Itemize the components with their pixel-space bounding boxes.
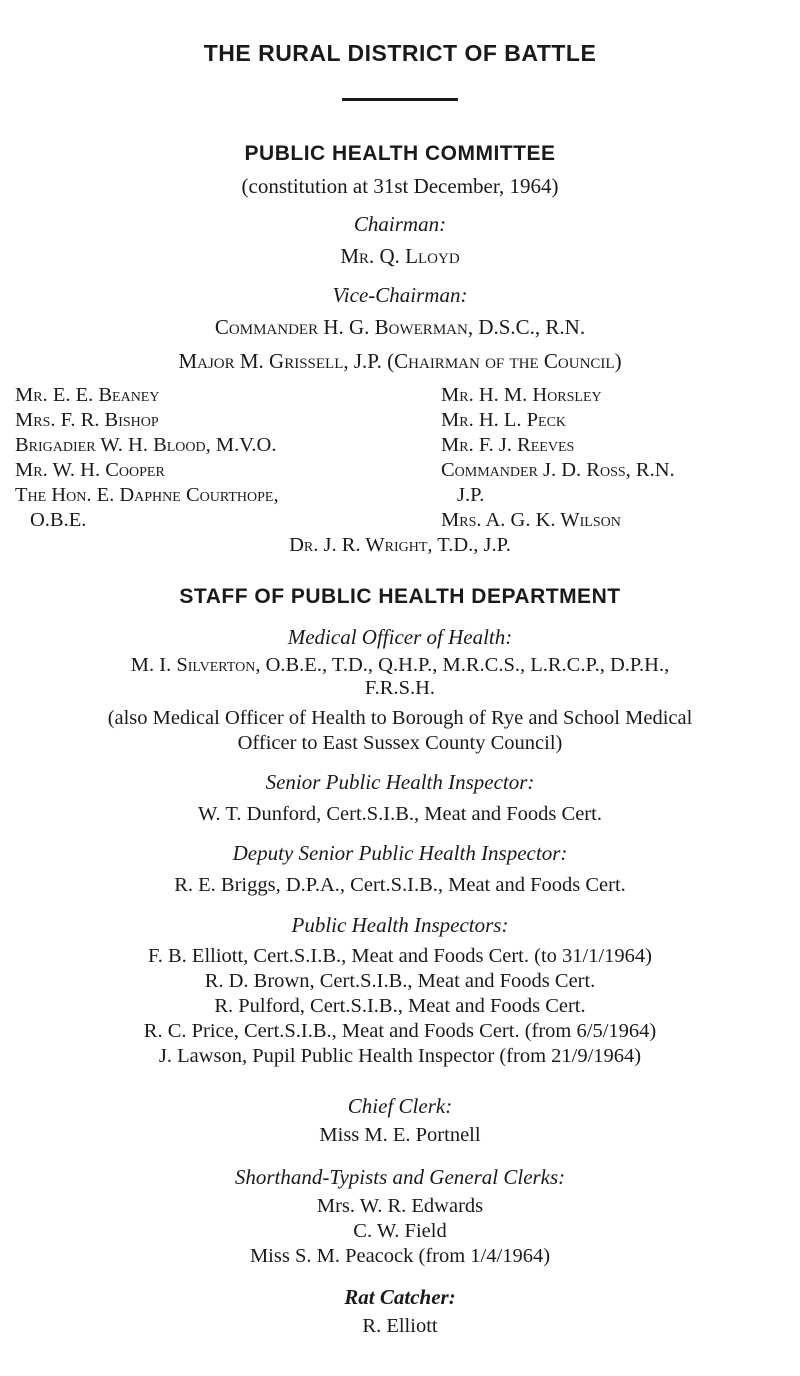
chairman-label: Chairman: — [353, 212, 447, 236]
member-left-2: Mrs. F. R. Bishop — [15, 409, 159, 431]
moh-note-line2: Officer to East Sussex County Council) — [237, 732, 563, 754]
member-right-4: Commander J. D. Ross, R.N. — [441, 459, 675, 481]
dsphi-name: R. E. Briggs, D.P.A., Cert.S.I.B., Meat and Foods Cert. — [174, 874, 626, 896]
member-left-1: Mr. E. E. Beaney — [15, 384, 160, 406]
moh-note-line1: (also Medical Officer of Health to Borough of Rye and School Medical — [107, 707, 693, 729]
member-left-5: The Hon. E. Daphne Courthope, — [15, 484, 279, 506]
moh-name-line1: M. I. Silverton, O.B.E., T.D., Q.H.P., M.R.C.S., L.R.C.P., D.P.H., — [130, 654, 670, 676]
dsphi-label: Deputy Senior Public Health Inspector: — [232, 841, 568, 865]
title-rule — [342, 98, 458, 101]
committee-constitution: (constitution at 31st December, 1964) — [241, 174, 559, 198]
sphi-name: W. T. Dunford, Cert.S.I.B., Meat and Foods Cert. — [198, 803, 602, 825]
member-left-4: Mr. W. H. Cooper — [15, 459, 165, 481]
phi-label: Public Health Inspectors: — [291, 913, 509, 937]
moh-name-line2: F.R.S.H. — [364, 677, 436, 699]
phi-3: R. Pulford, Cert.S.I.B., Meat and Foods Cert. — [214, 995, 586, 1017]
member-last: Dr. J. R. Wright, T.D., J.P. — [289, 534, 511, 556]
chairman-name: Mr. Q. Lloyd — [340, 244, 460, 268]
typist-1: Mrs. W. R. Edwards — [316, 1195, 484, 1217]
rat-catcher-name: R. Elliott — [362, 1315, 438, 1337]
chief-clerk-label: Chief Clerk: — [347, 1094, 453, 1118]
phi-4: R. C. Price, Cert.S.I.B., Meat and Foods Cert. (from 6/5/1964) — [143, 1020, 657, 1042]
member-right-5: J.P. — [457, 484, 485, 506]
member-right-6: Mrs. A. G. K. Wilson — [441, 509, 621, 531]
phi-1: F. B. Elliott, Cert.S.I.B., Meat and Foods Cert. (to 31/1/1964) — [147, 945, 652, 967]
typist-2: C. W. Field — [353, 1220, 447, 1242]
vice-chairman-name: Commander H. G. Bowerman, D.S.C., R.N. — [214, 315, 586, 339]
member-right-3: Mr. F. J. Reeves — [441, 434, 575, 456]
member-left-6: O.B.E. — [30, 509, 87, 531]
typist-3: Miss S. M. Peacock (from 1/4/1964) — [249, 1245, 551, 1267]
staff-heading: STAFF OF PUBLIC HEALTH DEPARTMENT — [179, 585, 621, 608]
typists-label: Shorthand-Typists and General Clerks: — [234, 1165, 566, 1189]
phi-5: J. Lawson, Pupil Public Health Inspector (from 21/9/1964) — [158, 1045, 642, 1067]
chief-clerk-name: Miss M. E. Portnell — [319, 1124, 481, 1146]
sphi-label: Senior Public Health Inspector: — [265, 770, 535, 794]
phi-2: R. D. Brown, Cert.S.I.B., Meat and Foods Cert. — [204, 970, 596, 992]
district-title: THE RURAL DISTRICT OF BATTLE — [203, 40, 597, 66]
member-right-1: Mr. H. M. Horsley — [441, 384, 602, 406]
vice-chairman-label: Vice-Chairman: — [332, 283, 468, 307]
committee-heading: PUBLIC HEALTH COMMITTEE — [244, 142, 556, 165]
member-left-3: Brigadier W. H. Blood, M.V.O. — [15, 434, 277, 456]
moh-label: Medical Officer of Health: — [287, 625, 513, 649]
ex-officio-member: Major M. Grissell, J.P. (Chairman of the Council) — [178, 349, 622, 373]
rat-catcher-label: Rat Catcher: — [344, 1285, 456, 1309]
member-right-2: Mr. H. L. Peck — [441, 409, 567, 431]
